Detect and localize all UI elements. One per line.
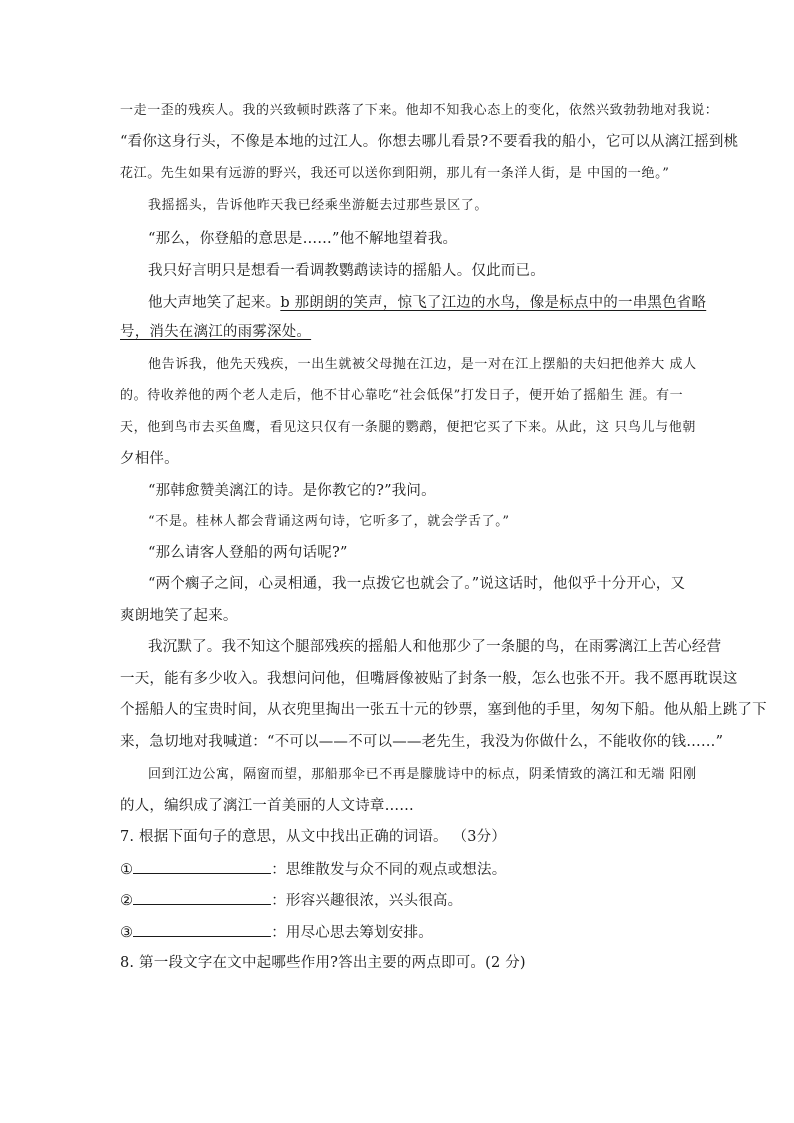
answer-blank[interactable] [133,859,271,874]
underlined-sentence-b: b 那朗朗的笑声，惊飞了江边的水鸟，像是标点中的一串黑色省略 [280,295,707,311]
passage-line: “那么请客人登船的两句话呢?” [148,545,348,561]
answer-blank[interactable] [133,922,271,937]
passage-line: 我只好言明只是想看一看调教鹦鹉读诗的摇船人。仅此而已。 [148,263,545,279]
passage-paragraph [148,293,708,313]
passage-line: 来，急切地对我喊道：“不可以——不可以——老先生，我没为你做什么，不能收你的钱……” [120,734,724,750]
passage-line: “那么，你登船的意思是……”他不解地望着我。 [148,231,458,247]
passage-line: 的人，编织成了漓江一首美丽的人文诗章…… [120,798,414,814]
passage-line: 我沉默了。我不知这个腿部残疾的摇船人和他那少了一条腿的鸟，在雨雾漓江上苦心经营 [148,639,722,655]
passage-line: “看你这身行头，不像是本地的过江人。你想去哪儿看景?不要看我的船小，它可以从漓江摇到桃 [120,134,739,150]
answer-row [120,859,680,880]
passage-line: 的。待收养他的两个老人走后，他不甘心靠吃“社会低保”打发日子，便开始了摇船生 涯。有一 [120,388,684,403]
passage-line: “不是。桂林人都会背诵这两句诗，它听多了，就会学舌了。” [148,514,510,529]
passage-text: 他大声地笑了起来。 [148,295,281,311]
passage-line: 花江。先生如果有远游的野兴，我还可以送你到阳朔，那儿有一条洋人街，是 中国的一绝。” [120,166,670,181]
passage-line: 夕相伴。 [120,451,179,467]
passage-line: 一走一歪的残疾人。我的兴致顿时跌落了下来。他却不知我心态上的变化，依然兴致勃勃地对我说： [120,103,719,118]
question-8: 8. 第一段文字在文中起哪些作用?答出主要的两点即可。(2 分) [120,955,526,971]
answer-blank[interactable] [133,890,271,905]
answer-mark: ② [120,893,134,909]
passage-line: 回到江边公寓，隔窗而望，那船那伞已不再是朦胧诗中的标点，阴柔情致的漓江和无端 阳刚 [148,767,697,782]
answer-row [120,890,680,911]
passage-line: “那韩愈赞美漓江的诗。是你教它的?”我问。 [148,483,436,499]
passage-line: 个摇船人的宝贵时间，从衣兜里掏出一张五十元的钞票，塞到他的手里，匆匆下船。他从船上跳了下 [120,702,767,718]
passage-line: 一天，能有多少收入。我想问问他，但嘴唇像被贴了封条一般，怎么也张不开。我不愿再耽误这 [120,671,738,687]
answer-definition: ：形容兴趣很浓，兴头很高。 [271,893,463,909]
answer-mark: ① [120,862,134,878]
answer-row [120,922,680,943]
question-7: 7. 根据下面句子的意思，从文中找出正确的词语。 （3分） [120,829,507,845]
passage-line: 天，他到鸟市去买鱼鹰，看见这只仅有一条腿的鹦鹉，便把它买了下来。从此，这 只鸟儿与他朝 [120,420,696,435]
passage-line: 他告诉我，他先天残疾，一出生就被父母抛在江边，是一对在江上摆船的夫妇把他养大 成人 [148,357,697,372]
answer-mark: ③ [120,925,134,941]
passage-line: 我摇摇头，告诉他昨天我已经乘坐游艇去过那些景区了。 [148,198,489,213]
passage-line: “两个瘸子之间，心灵相通，我一点拨它也就会了。”说这话时，他似乎十分开心，又 [148,576,686,592]
underlined-sentence-b-end: 号，消失在漓江的雨雾深处。 [120,324,312,340]
passage-line: 爽朗地笑了起来。 [120,608,238,624]
answer-definition: ：思维散发与众不同的观点或想法。 [271,862,507,878]
answer-definition: ：用尽心思去筹划安排。 [271,925,433,941]
